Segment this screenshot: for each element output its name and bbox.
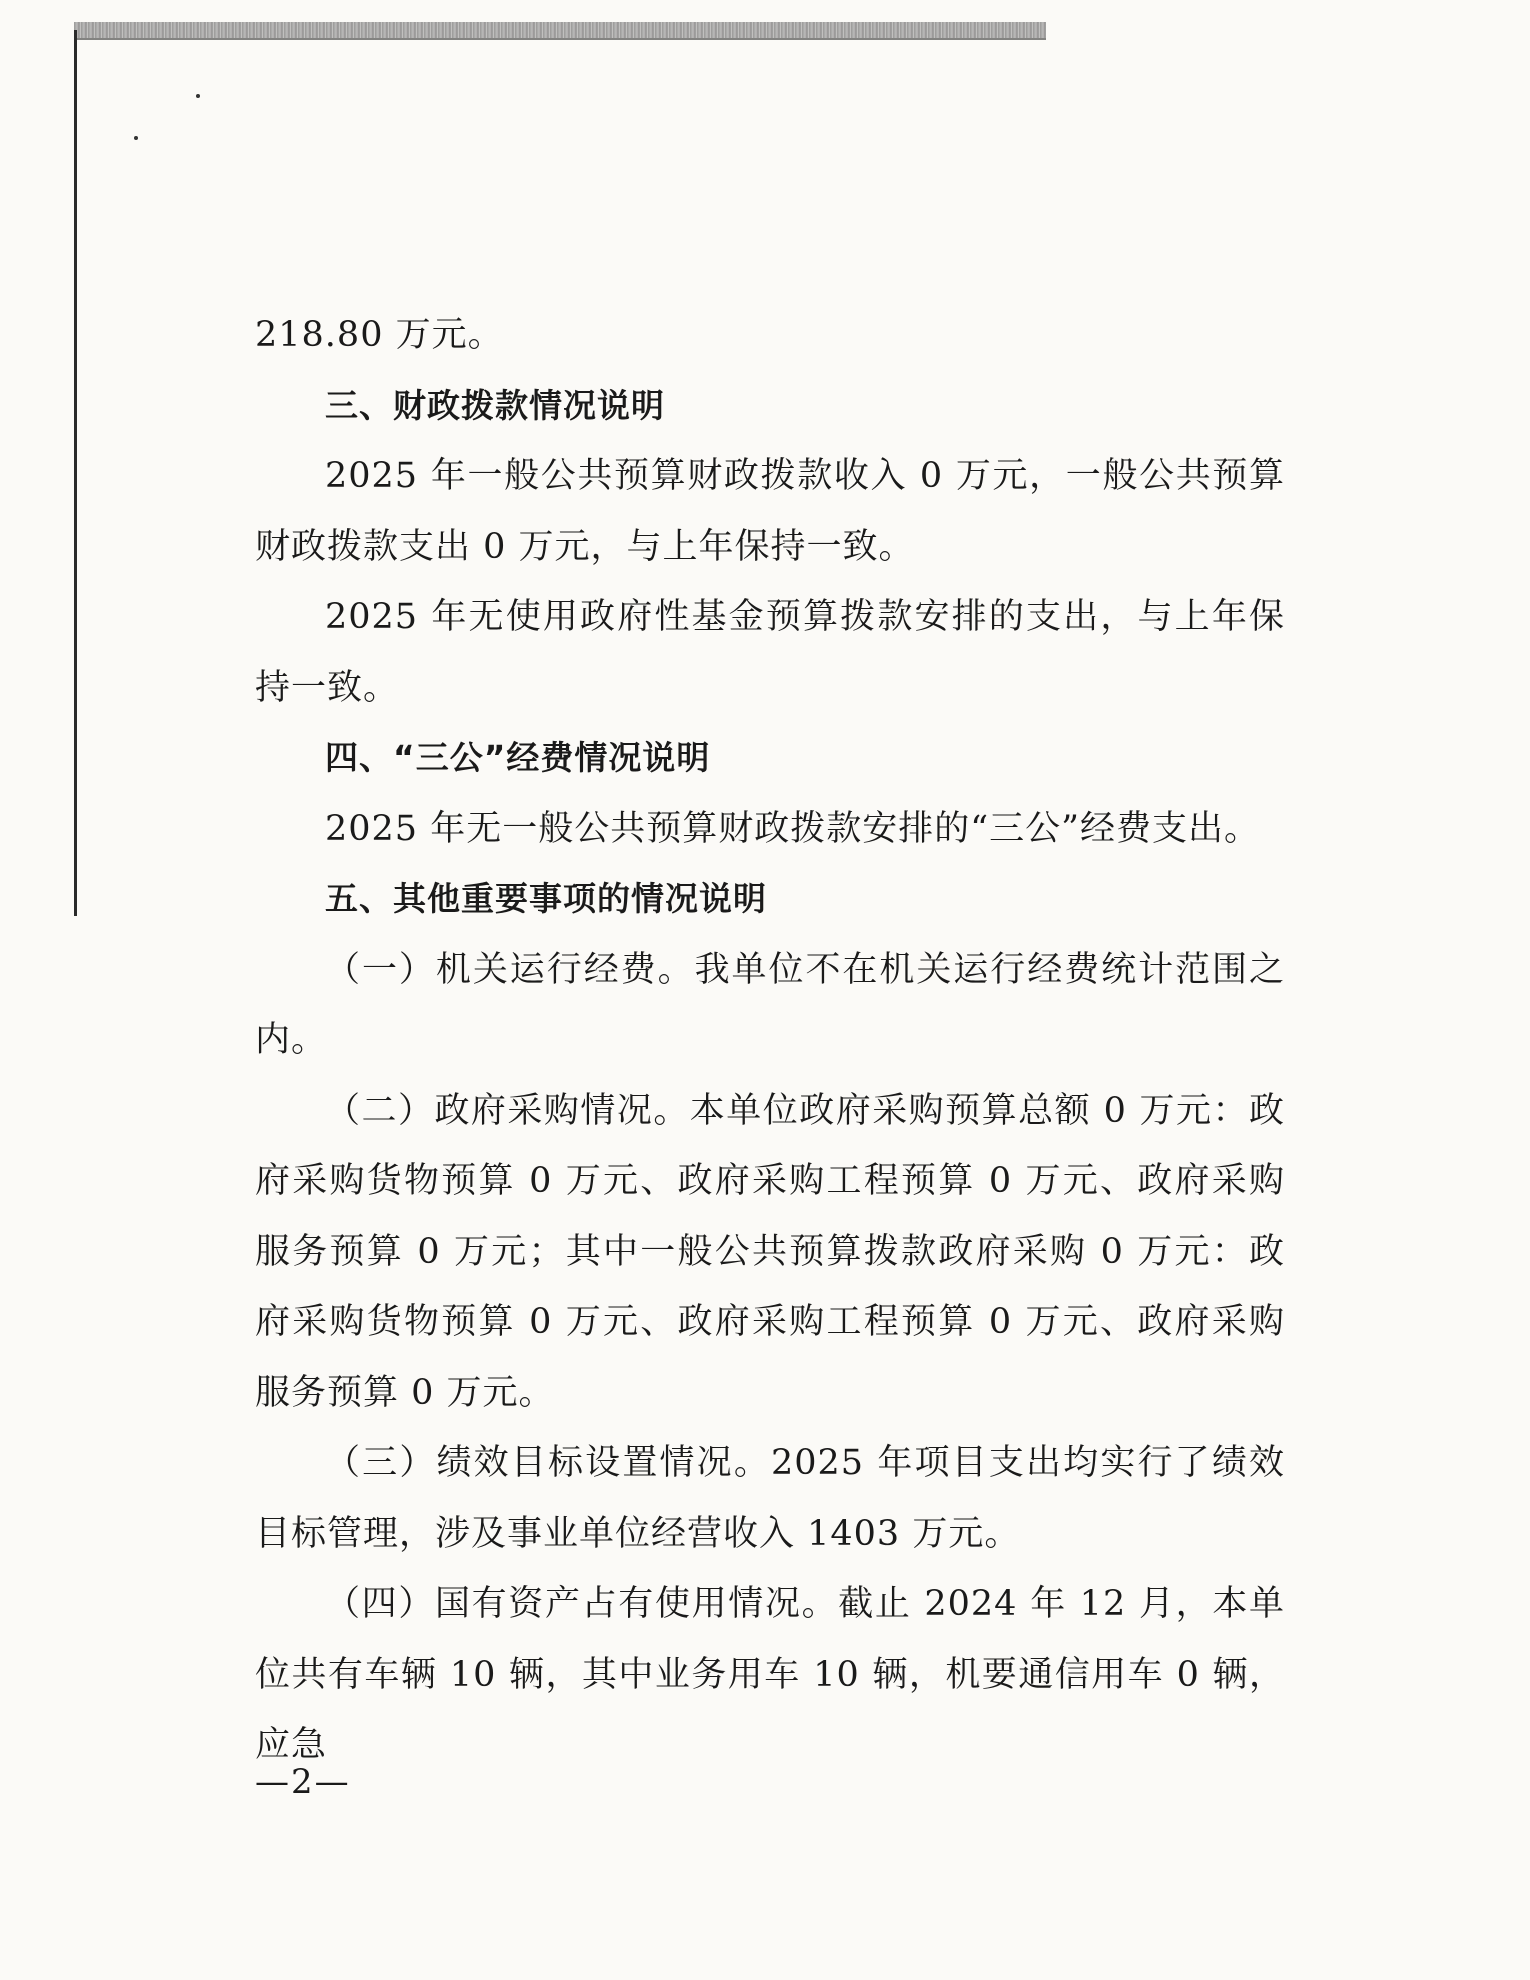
paragraph-three-public-expenses: 2025 年无一般公共预算财政拨款安排的“三公”经费支出。	[325, 808, 1260, 849]
paragraph-state-assets: （四）国有资产占有使用情况。截止 2024 年 12 月，本单位共有车辆 10 辆，其中业务用车 10 辆，机要通信用车 0 辆，应急	[255, 1584, 1285, 1765]
paragraph-procurement: （二）政府采购情况。本单位政府采购预算总额 0 万元：政府采购货物预算 0 万元、政府采购工程预算 0 万元、政府采购服务预算 0 万元；其中一般公共预算拨款政府采购 0 万元：政府采购货物预算 0 万元、政府采购工程预算 0 万元、政府采购服务预算 0 万元。	[255, 1090, 1285, 1413]
scan-speck	[196, 94, 200, 98]
section-heading-3: 三、财政拨款情况说明	[325, 385, 665, 425]
scan-left-edge	[74, 30, 77, 916]
paragraph-appropriation-income: 2025 年一般公共预算财政拨款收入 0 万元，一般公共预算财政拨款支出 0 万元，与上年保持一致。	[255, 456, 1285, 567]
paragraph-continuation: 218.80 万元。	[255, 315, 504, 355]
paragraph-government-fund: 2025 年无使用政府性基金预算拨款安排的支出，与上年保持一致。	[255, 597, 1285, 708]
paragraph-performance-targets: （三）绩效目标设置情况。2025 年项目支出均实行了绩效目标管理，涉及事业单位经营收入 1403 万元。	[255, 1443, 1285, 1554]
section-heading-4: 四、“三公”经费情况说明	[325, 738, 711, 777]
document-body	[255, 300, 1285, 1781]
scan-top-edge	[74, 22, 1046, 40]
scan-speck	[134, 136, 138, 140]
section-heading-5: 五、其他重要事项的情况说明	[325, 879, 767, 918]
paragraph-operating-expenses: （一）机关运行经费。我单位不在机关运行经费统计范围之内。	[255, 949, 1285, 1060]
page-number: —2—	[255, 1762, 351, 1802]
